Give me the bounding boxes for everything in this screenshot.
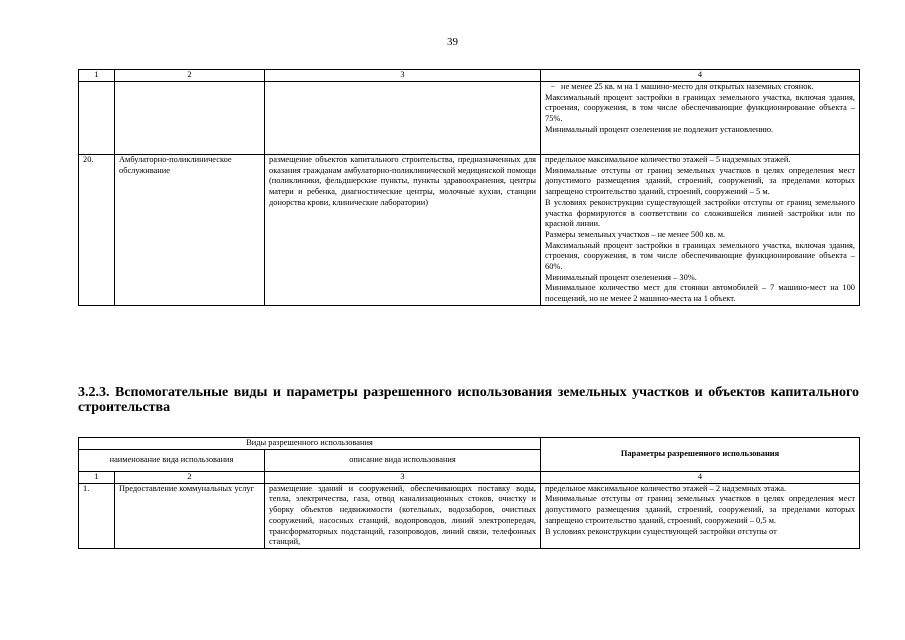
parameter-line: Минимальный процент озеленения – 30%. <box>545 272 697 282</box>
parameter-line: предельное максимальное количество этажей – 2 надземных этажа. <box>545 483 787 493</box>
continuation-row <box>79 82 860 155</box>
header-row <box>79 438 860 450</box>
name-header: наименование вида использования <box>79 449 265 471</box>
section-heading: 3.2.3. Вспомогательные виды и параметры разрешенного использования земельных участков и объектов капитального строительства <box>78 385 859 415</box>
use-description: размещение зданий и сооружений, обеспечивающих поставку воды, тепла, электричества, газа, отвод канализационных стоков, очистку и уборку объектов недвижимости (котельных, водозаборов, очистных сооружений, насосных станций, водопроводов, линий электропередач, трансформаторных подстанций, газопроводов, линий связи, телефонных станций, <box>265 483 541 548</box>
land-use-table-continued <box>78 69 860 306</box>
parameters-header: Параметры разрешенного использования <box>541 438 860 472</box>
parameter-line: В условиях реконструкции существующей застройки отступы от границ земельного участка формируются в соответствии со сложившейся линией застройки или по красной линии. <box>545 197 855 229</box>
column-number: 4 <box>541 70 860 82</box>
empty-cell <box>265 82 541 155</box>
parameter-line: предельное максимальное количество этажей – 5 надземных этажей. <box>545 155 791 164</box>
group-header: Виды разрешенного использования <box>79 438 541 450</box>
parameters-cell <box>541 483 860 548</box>
column-number: 2 <box>115 471 265 483</box>
description-header: описание вида использования <box>265 449 541 471</box>
table-row <box>79 155 860 306</box>
parameter-line: Минимальные отступы от границ земельных участков в целях определения мест допустимого размещения зданий, строений, сооружений, за пределами которых запрещено строительство зданий, строений, сооружений – 5 м. <box>545 165 855 197</box>
use-description: размещение объектов капитального строительства, предназначенных для оказания гражданам амбулаторно-поликлинической медицинской помощи (поликлиники, фельдшерские пункты, пункты здравоохранения, центры матери и ребенка, диагностические центры, молочные кухни, станции донорства крови, клинические лаборатории) <box>265 155 541 306</box>
parameter-line: Минимальный процент озеленения не подлежит установлению. <box>545 124 774 134</box>
parameter-line: Максимальный процент застройки в границах земельного участка, включая здания, строения, сооружения, в том числе обеспечивающие функционирование объекта – 75%. <box>545 92 855 124</box>
empty-cell <box>79 82 115 155</box>
auxiliary-use-table <box>78 437 860 549</box>
column-number-row <box>79 70 860 82</box>
row-number: 20. <box>79 155 115 306</box>
parameters-cell <box>541 155 860 306</box>
column-number-row <box>79 471 860 483</box>
page-number: 39 <box>447 36 458 48</box>
bullet-item <box>545 82 855 93</box>
row-number: 1. <box>79 483 115 548</box>
column-number: 3 <box>265 70 541 82</box>
column-number: 4 <box>541 471 860 483</box>
bullet-text: не менее 25 кв. м на 1 машино-место для открытых наземных стоянок. <box>561 82 814 91</box>
column-number: 1 <box>79 471 115 483</box>
table-row <box>79 483 860 548</box>
use-name: Предоставление коммунальных услуг <box>115 483 265 548</box>
parameter-line: Минимальные отступы от границ земельных участков в целях определения мест допустимого размещения зданий, строений, сооружений, за пределами которых запрещено строительство зданий, строений, сооружений – 0,5 м. <box>545 494 856 525</box>
use-name: Амбулаторно-поликлиническое обслуживание <box>115 155 265 306</box>
parameter-line: Максимальный процент застройки в границах земельного участка, включая здания, строения, сооружения, в том числе обеспечивающие функционирование объекта – 60%. <box>545 240 855 272</box>
empty-cell <box>115 82 265 155</box>
column-number: 1 <box>79 70 115 82</box>
parameter-line: Минимальное количество мест для стоянки автомобилей – 7 машино-мест на 100 посещений, но не менее 2 машино-места на 1 объект. <box>545 283 855 304</box>
parameter-line: Размеры земельных участков – не менее 500 кв. м. <box>545 229 726 239</box>
bullet-dash: − <box>550 82 556 91</box>
parameters-cell <box>541 82 860 155</box>
parameter-line: В условиях реконструкции существующей застройки отступы от <box>545 526 777 536</box>
column-number: 2 <box>115 70 265 82</box>
column-number: 3 <box>265 471 541 483</box>
